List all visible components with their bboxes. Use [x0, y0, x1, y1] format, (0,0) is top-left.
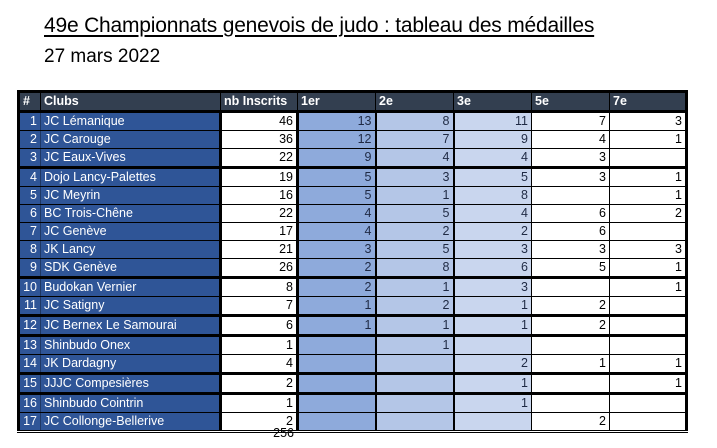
inscrits-cell: 2: [221, 413, 298, 432]
col-header-2e: 2e: [376, 92, 454, 112]
club-name-cell: JC Eaux-Vives: [41, 149, 221, 168]
rank-cell: 3: [19, 149, 41, 168]
second-place-cell: [376, 374, 454, 394]
seventh-place-cell: [610, 149, 687, 168]
second-place-cell: 5: [376, 205, 454, 223]
seventh-place-cell: [610, 336, 687, 355]
col-header-3e: 3e: [454, 92, 532, 112]
club-name-cell: JC Lémanique: [41, 112, 221, 131]
first-place-cell: 4: [298, 223, 376, 241]
club-name-cell: Shinbudo Cointrin: [41, 394, 221, 413]
medal-table: [17, 90, 688, 433]
rank-cell: 17: [19, 413, 41, 432]
club-name-cell: SDK Genève: [41, 259, 221, 278]
table-row: [19, 241, 687, 259]
first-place-cell: 3: [298, 241, 376, 259]
fifth-place-cell: 3: [532, 168, 610, 187]
fifth-place-cell: 4: [532, 131, 610, 149]
table-row: [19, 336, 687, 355]
inscrits-cell: 36: [221, 131, 298, 149]
rank-cell: 16: [19, 394, 41, 413]
seventh-place-cell: [610, 394, 687, 413]
second-place-cell: 1: [376, 187, 454, 205]
first-place-cell: 2: [298, 278, 376, 297]
first-place-cell: [298, 413, 376, 432]
first-place-cell: 5: [298, 187, 376, 205]
second-place-cell: 3: [376, 168, 454, 187]
inscrits-cell: 2: [221, 374, 298, 394]
third-place-cell: 11: [454, 112, 532, 131]
third-place-cell: 9: [454, 131, 532, 149]
col-header-5e: 5e: [532, 92, 610, 112]
fifth-place-cell: 7: [532, 112, 610, 131]
first-place-cell: 5: [298, 168, 376, 187]
table-row: [19, 168, 687, 187]
inscrits-cell: 4: [221, 355, 298, 374]
rank-cell: 5: [19, 187, 41, 205]
fifth-place-cell: [532, 187, 610, 205]
third-place-cell: 1: [454, 394, 532, 413]
second-place-cell: 1: [376, 316, 454, 336]
seventh-place-cell: [610, 413, 687, 432]
first-place-cell: [298, 374, 376, 394]
second-place-cell: 1: [376, 278, 454, 297]
second-place-cell: 4: [376, 149, 454, 168]
fifth-place-cell: [532, 336, 610, 355]
fifth-place-cell: 5: [532, 259, 610, 278]
first-place-cell: 1: [298, 297, 376, 316]
rank-cell: 4: [19, 168, 41, 187]
event-date: 27 mars 2022: [44, 46, 161, 67]
inscrits-cell: 21: [221, 241, 298, 259]
club-name-cell: JK Lancy: [41, 241, 221, 259]
third-place-cell: 1: [454, 316, 532, 336]
inscrits-cell: 46: [221, 112, 298, 131]
rank-cell: 12: [19, 316, 41, 336]
first-place-cell: 4: [298, 205, 376, 223]
seventh-place-cell: 1: [610, 259, 687, 278]
inscrits-cell: 16: [221, 187, 298, 205]
rank-cell: 11: [19, 297, 41, 316]
inscrits-cell: 17: [221, 223, 298, 241]
fifth-place-cell: 1: [532, 355, 610, 374]
third-place-cell: 8: [454, 187, 532, 205]
club-name-cell: BC Trois-Chêne: [41, 205, 221, 223]
table-row: [19, 131, 687, 149]
inscrits-cell: 8: [221, 278, 298, 297]
total-inscrits: 256: [273, 426, 294, 440]
rank-cell: 8: [19, 241, 41, 259]
rank-cell: 7: [19, 223, 41, 241]
inscrits-cell: 22: [221, 205, 298, 223]
first-place-cell: 1: [298, 316, 376, 336]
club-name-cell: JC Genève: [41, 223, 221, 241]
seventh-place-cell: 1: [610, 187, 687, 205]
seventh-place-cell: 1: [610, 374, 687, 394]
third-place-cell: 4: [454, 205, 532, 223]
seventh-place-cell: [610, 223, 687, 241]
first-place-cell: 12: [298, 131, 376, 149]
seventh-place-cell: 3: [610, 112, 687, 131]
fifth-place-cell: 3: [532, 149, 610, 168]
rank-cell: 10: [19, 278, 41, 297]
seventh-place-cell: 2: [610, 205, 687, 223]
fifth-place-cell: 6: [532, 205, 610, 223]
club-name-cell: Shinbudo Onex: [41, 336, 221, 355]
seventh-place-cell: 3: [610, 241, 687, 259]
fifth-place-cell: 3: [532, 241, 610, 259]
inscrits-cell: 1: [221, 336, 298, 355]
second-place-cell: 7: [376, 131, 454, 149]
third-place-cell: 1: [454, 374, 532, 394]
col-header-clubs: Clubs: [41, 92, 221, 112]
seventh-place-cell: 1: [610, 355, 687, 374]
second-place-cell: 8: [376, 112, 454, 131]
fifth-place-cell: 6: [532, 223, 610, 241]
col-header-1er: 1er: [298, 92, 376, 112]
table-row: [19, 223, 687, 241]
second-place-cell: 2: [376, 223, 454, 241]
seventh-place-cell: 1: [610, 131, 687, 149]
third-place-cell: 6: [454, 259, 532, 278]
table-row: [19, 149, 687, 168]
fifth-place-cell: 2: [532, 413, 610, 432]
rank-cell: 2: [19, 131, 41, 149]
seventh-place-cell: 1: [610, 278, 687, 297]
third-place-cell: 4: [454, 149, 532, 168]
first-place-cell: 13: [298, 112, 376, 131]
col-header-inscrits: nb Inscrits: [221, 92, 298, 112]
first-place-cell: [298, 336, 376, 355]
col-header-rank: #: [19, 92, 41, 112]
second-place-cell: 5: [376, 241, 454, 259]
first-place-cell: 9: [298, 149, 376, 168]
table-row: [19, 297, 687, 316]
third-place-cell: 3: [454, 241, 532, 259]
third-place-cell: 1: [454, 297, 532, 316]
club-name-cell: Dojo Lancy-Palettes: [41, 168, 221, 187]
page-title: 49e Championnats genevois de judo : tableau des médailles: [44, 14, 595, 37]
table-row: [19, 394, 687, 413]
rank-cell: 1: [19, 112, 41, 131]
table-row: [19, 316, 687, 336]
third-place-cell: 3: [454, 278, 532, 297]
inscrits-cell: 7: [221, 297, 298, 316]
fifth-place-cell: [532, 278, 610, 297]
club-name-cell: JJJC Compesières: [41, 374, 221, 394]
rank-cell: 9: [19, 259, 41, 278]
inscrits-cell: 22: [221, 149, 298, 168]
inscrits-cell: 6: [221, 316, 298, 336]
table-row: [19, 374, 687, 394]
club-name-cell: Budokan Vernier: [41, 278, 221, 297]
table-row: [19, 413, 687, 432]
first-place-cell: [298, 355, 376, 374]
first-place-cell: [298, 394, 376, 413]
table-row: [19, 259, 687, 278]
first-place-cell: 2: [298, 259, 376, 278]
second-place-cell: [376, 413, 454, 432]
club-name-cell: JC Meyrin: [41, 187, 221, 205]
second-place-cell: [376, 394, 454, 413]
club-name-cell: JC Satigny: [41, 297, 221, 316]
club-name-cell: JC Bernex Le Samourai: [41, 316, 221, 336]
table-row: [19, 278, 687, 297]
seventh-place-cell: 1: [610, 168, 687, 187]
rank-cell: 13: [19, 336, 41, 355]
fifth-place-cell: 2: [532, 316, 610, 336]
rank-cell: 15: [19, 374, 41, 394]
third-place-cell: [454, 336, 532, 355]
second-place-cell: 2: [376, 297, 454, 316]
rank-cell: 14: [19, 355, 41, 374]
third-place-cell: 2: [454, 355, 532, 374]
club-name-cell: JC Carouge: [41, 131, 221, 149]
table-row: [19, 355, 687, 374]
inscrits-cell: 1: [221, 394, 298, 413]
table-row: [19, 112, 687, 131]
col-header-7e: 7e: [610, 92, 687, 112]
third-place-cell: 5: [454, 168, 532, 187]
inscrits-cell: 19: [221, 168, 298, 187]
fifth-place-cell: [532, 394, 610, 413]
inscrits-cell: 26: [221, 259, 298, 278]
third-place-cell: [454, 413, 532, 432]
club-name-cell: JK Dardagny: [41, 355, 221, 374]
club-name-cell: JC Collonge-Bellerive: [41, 413, 221, 432]
table-row: [19, 187, 687, 205]
seventh-place-cell: [610, 316, 687, 336]
table-row: [19, 205, 687, 223]
rank-cell: 6: [19, 205, 41, 223]
fifth-place-cell: [532, 374, 610, 394]
third-place-cell: 2: [454, 223, 532, 241]
seventh-place-cell: [610, 297, 687, 316]
second-place-cell: 8: [376, 259, 454, 278]
fifth-place-cell: 2: [532, 297, 610, 316]
second-place-cell: 1: [376, 336, 454, 355]
second-place-cell: [376, 355, 454, 374]
header-row: [19, 92, 687, 112]
